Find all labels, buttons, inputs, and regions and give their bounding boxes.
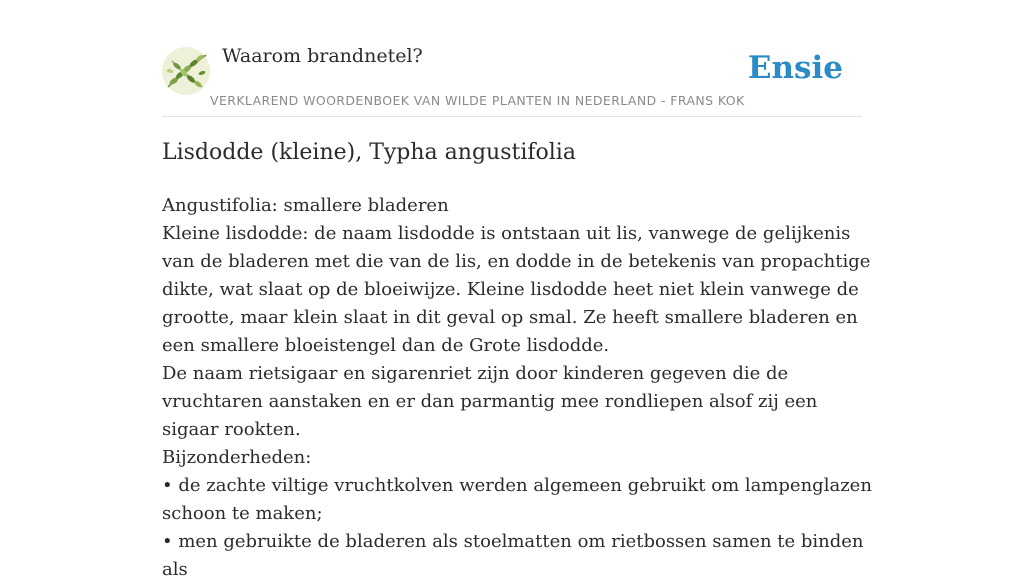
entry-paragraph: De naam rietsigaar en sigarenriet zijn door kinderen gegeven die de vruchtaren aanstaken en er dan parmantig mee rondliepen alsof zij een sigaar rookten.: [162, 363, 818, 440]
brand-logo-link[interactable]: Ensie: [747, 50, 843, 86]
entry-paragraph: Kleine lisdodde: de naam lisdodde is ontstaan uit lis, vanwege de gelijkenis van de bladeren met die van de lis, en dodde in de betekenis van propachtige dikte, wat slaat op de bloeiwijze. Kleine lisdodde heet niet klein vanwege de grootte, maar klein slaat in dit geval op smal. Ze heeft smallere bladeren en een smallere bloeistengel dan de Grote lisdodde.: [162, 223, 871, 356]
entry-list-item: • de zachte viltige vruchtkolven werden algemeen gebruikt om lampenglazen schoon te maken;: [162, 475, 872, 524]
book-subtitle[interactable]: VERKLAREND WOORDENBOEK VAN WILDE PLANTEN IN NEDERLAND - FRANS KOK: [210, 93, 745, 108]
entry-title: Lisdodde (kleine), Typha angustifolia: [162, 140, 576, 165]
entry-body: [162, 192, 872, 584]
entry-list-item: • men gebruikte de bladeren als stoelmatten om rietbossen samen te binden als: [162, 531, 864, 580]
entry-paragraph: Angustifolia: smallere bladeren: [162, 195, 449, 216]
leaf-illustration-icon[interactable]: [162, 47, 210, 95]
entry-paragraph: Bijzonderheden:: [162, 447, 312, 468]
book-title[interactable]: Waarom brandnetel?: [222, 45, 423, 67]
header: [162, 40, 862, 117]
